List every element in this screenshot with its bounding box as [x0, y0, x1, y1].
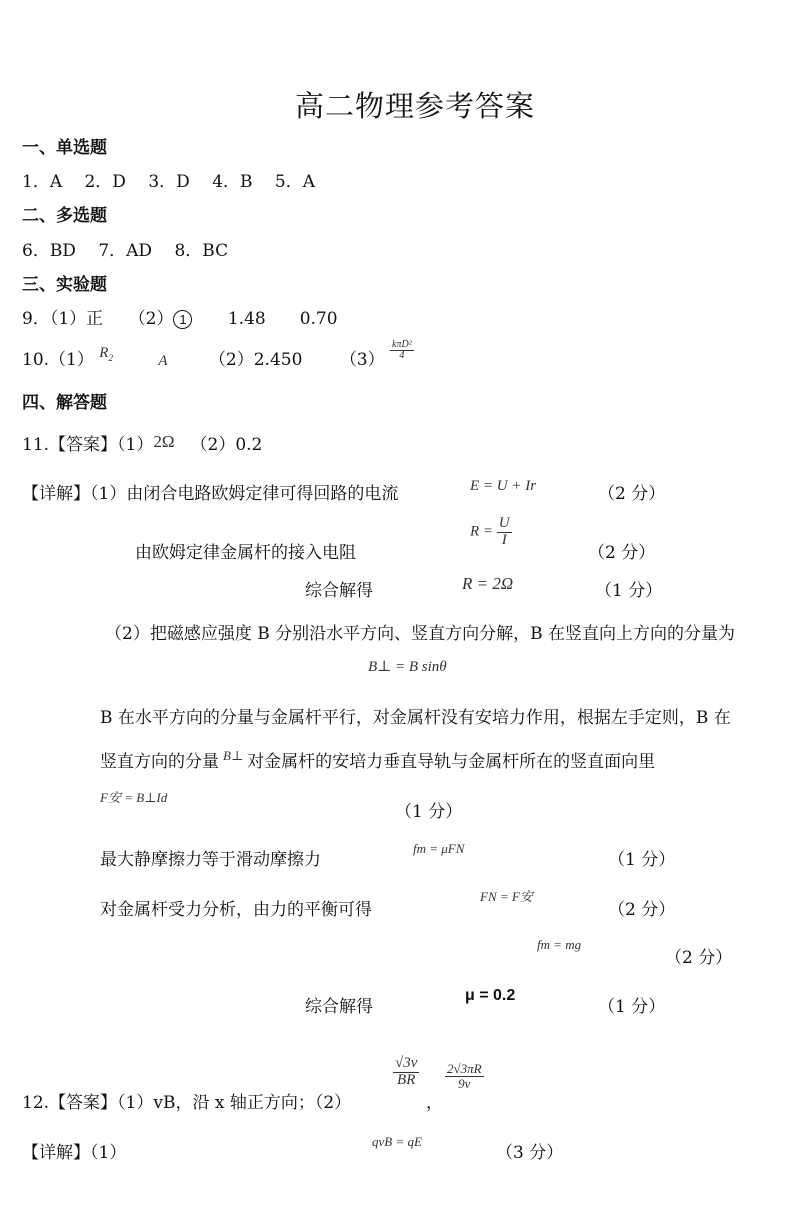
q11-line9: 综合解得: [305, 997, 373, 1017]
section-heading-multi: 二、多选题: [22, 206, 107, 226]
q11-score2: （2 分）: [588, 543, 656, 563]
q11-para3: B 在水平方向的分量与金属杆平行，对金属杆没有安培力作用，根据左手定则，B 在: [100, 708, 731, 728]
q11-eq8: fm = mg: [537, 937, 582, 952]
section-heading-single: 一、单选题: [22, 138, 107, 158]
q11-para4: 竖直方向的分量 $^{B\perp}$ 对金属杆的安培力垂直导轨与金属杆所在的竖直面向里: [100, 748, 656, 772]
q11-score9: （1 分）: [598, 997, 666, 1017]
q11-detail-line3: 综合解得: [305, 581, 373, 601]
q11-eq3: R = 2Ω: [462, 574, 514, 593]
q12-answer-line: 12.【答案】（1）vB，沿 x 轴正方向；（2）: [22, 1093, 352, 1113]
q12-eq: qvB = qE: [372, 1134, 422, 1149]
single-choice-answers: 1．A 2．D 3．D 4．B 5．A: [22, 172, 316, 192]
q11-detail-line1: 【详解】（1）由闭合电路欧姆定律可得回路的电流: [22, 484, 399, 504]
q11-eq1: E = U + Ir: [470, 478, 537, 494]
q11-line7: 对金属杆受力分析，由力的平衡可得: [100, 900, 372, 920]
q11-eq6: fm = μFN: [413, 841, 465, 856]
q9-values: 1.48 0.70: [227, 309, 338, 329]
q11-eq9: μ = 0.2: [465, 987, 516, 1004]
q10-answer: [22, 338, 414, 372]
q10-label: 10.（1）: [22, 350, 94, 370]
q10-part2: （2）2.450: [208, 350, 303, 370]
q11-part2-intro: （2）把磁感应强度 B 分别沿水平方向、竖直方向分解，B 在竖直向上方向的分量为: [105, 624, 736, 644]
q11-line6: 最大静摩擦力等于滑动摩擦力: [100, 850, 321, 870]
q9-label: 9．（1）正 （2）: [22, 309, 174, 329]
q11-answer-line: 11.【答案】（1）2Ω （2）0.2: [22, 432, 263, 455]
q11-score8: （2 分）: [665, 948, 733, 968]
q11-score6: （1 分）: [608, 850, 676, 870]
q12-score: （3 分）: [496, 1143, 564, 1163]
q11-eq2: R = $\frac{U}{I}$: [470, 515, 510, 548]
q12-fraction1: $\frac{√3v}{BR}$: [395, 1055, 418, 1088]
q11-score7: （2 分）: [608, 900, 676, 920]
q12-fraction2: $\frac{2√3\pi R}{9v}$: [447, 1061, 482, 1091]
q10-part3: （3）: [339, 350, 385, 370]
q9-answer: [22, 304, 338, 329]
q11-detail-line2: 由欧姆定律金属杆的接入电阻: [135, 543, 356, 563]
q10-formula: $\frac{\text{kπD²}}{4}$: [392, 338, 412, 361]
multi-choice-answers: 6．BD 7．AD 8．BC: [22, 241, 229, 261]
q9-circled-number: 1: [173, 310, 192, 329]
section-heading-experiment: 三、实验题: [22, 275, 107, 295]
page-title: 高二物理参考答案: [295, 89, 536, 123]
section-heading-solutions: 四、解答题: [22, 393, 107, 413]
q10-resistor: $R_2$: [99, 345, 113, 363]
q12-comma: ，: [426, 1093, 443, 1113]
q12-detail: 【详解】（1）: [22, 1143, 127, 1163]
q11-eq7: FN = F安: [480, 889, 533, 904]
q11-score1: （2 分）: [598, 484, 666, 504]
q11-eq4: B⊥ = B sinθ: [368, 659, 447, 675]
q11-score3: （1 分）: [595, 581, 663, 601]
q10-ammeter: A: [158, 353, 168, 369]
q11-eq5: F安 = B⊥Id: [100, 790, 168, 805]
q11-score5: （1 分）: [395, 802, 463, 822]
